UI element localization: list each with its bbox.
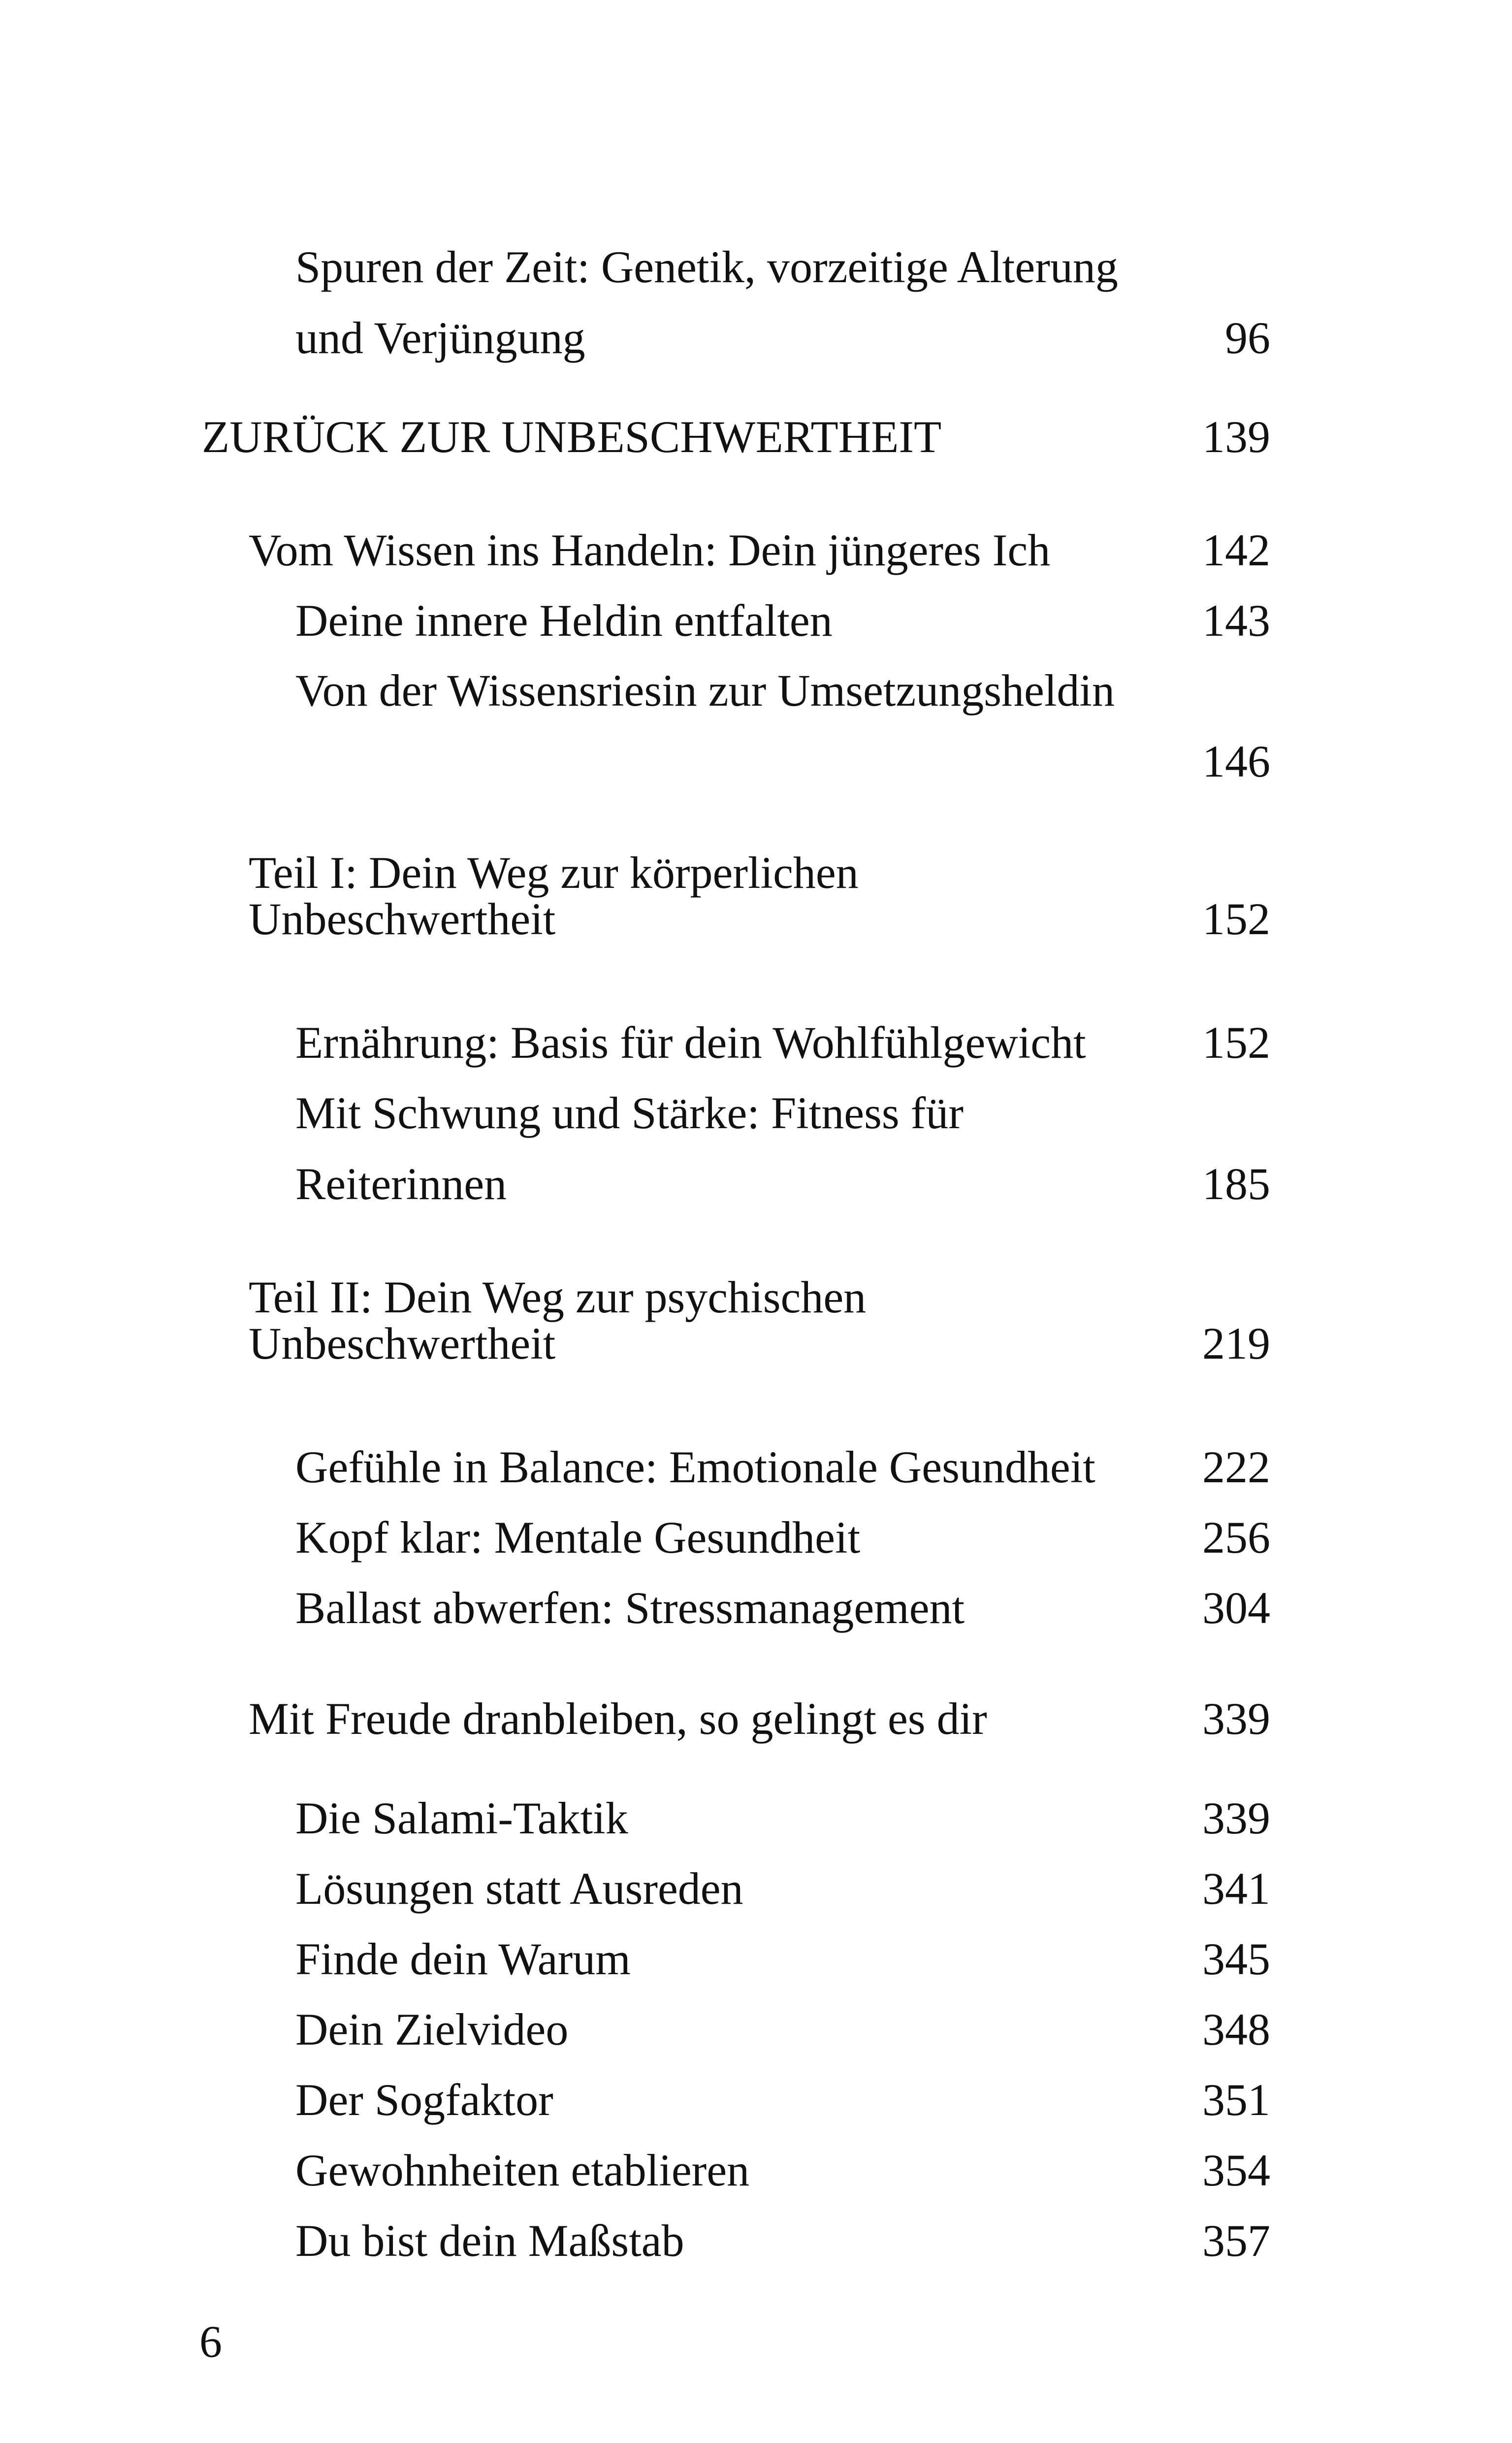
toc-entry-page: 348 [1202, 2004, 1270, 2054]
toc-entry-page: 222 [1202, 1442, 1270, 1492]
toc-entry[interactable] [295, 1007, 1270, 1078]
toc-entry-page: 339 [1202, 1793, 1270, 1843]
toc-entry-title: Gewohnheiten etablieren [295, 2145, 750, 2195]
toc-entry-title: ZURÜCK ZUR UNBESCHWERTHEIT [202, 412, 942, 462]
toc-entry-page: 146 [1202, 736, 1270, 786]
toc-entry-title: Ballast abwerfen: Stressmanagement [295, 1583, 965, 1633]
toc-entry-page: 185 [1202, 1159, 1270, 1209]
toc-entry[interactable] [295, 1572, 1270, 1643]
toc-entry[interactable] [202, 401, 1270, 472]
toc-entry-page: 341 [1202, 1863, 1270, 1914]
toc-entry-title: Mit Freude dranbleiben, so gelingt es dir [249, 1694, 987, 1744]
toc-entry-title-line2: und Verjüngung [295, 313, 585, 363]
toc-entry-page: 219 [1202, 1318, 1270, 1368]
toc-entry-title: Deine innere Heldin entfalten [295, 595, 833, 646]
toc-entry-page: 354 [1202, 2145, 1270, 2195]
toc-entry-title: Vom Wissen ins Handeln: Dein jüngeres Ich [249, 525, 1051, 575]
toc-entry[interactable] [295, 1923, 1270, 1994]
toc-entry-title: Dein Zielvideo [295, 2004, 569, 2054]
toc-entry-title: Lösungen statt Ausreden [295, 1863, 743, 1914]
toc-entry-title-line1: Mit Schwung und Stärke: Fitness für [295, 1088, 964, 1138]
toc-entry[interactable] [295, 1077, 1270, 1219]
toc-entry[interactable] [295, 2135, 1270, 2206]
toc-entry-title: Kopf klar: Mentale Gesundheit [295, 1512, 861, 1563]
toc-entry-title-line2: Unbeschwertheit [249, 1318, 556, 1368]
toc-entry[interactable] [295, 655, 1270, 786]
toc-entry-title-line1: Teil I: Dein Weg zur körperlichen [249, 847, 859, 898]
toc-entry-page: 256 [1202, 1512, 1270, 1563]
toc-entry[interactable] [295, 1432, 1270, 1502]
toc-entry-title-line1: Teil II: Dein Weg zur psychischen [249, 1272, 867, 1322]
toc-entry-page: 304 [1202, 1583, 1270, 1633]
toc-entry-title-line1: Spuren der Zeit: Genetik, vorzeitige Alterung [295, 242, 1118, 292]
toc-entry-page: 357 [1202, 2215, 1270, 2266]
toc-entry-page: 143 [1202, 595, 1270, 646]
toc-entry-page: 142 [1202, 525, 1270, 575]
toc-entry-title: Gefühle in Balance: Emotionale Gesundheit [295, 1442, 1095, 1492]
toc-entry-title-line2: Reiterinnen [295, 1159, 507, 1209]
page-number: 6 [199, 2316, 222, 2367]
toc-entry[interactable] [249, 849, 1270, 942]
toc-entry-page: 152 [1202, 894, 1270, 944]
toc-entry-page: 139 [1202, 412, 1270, 462]
toc-entry[interactable] [295, 1994, 1270, 2065]
toc-entry-page: 345 [1202, 1934, 1270, 1984]
toc-entry-title: Von der Wissensriesin zur Umsetzungsheldin [295, 665, 1115, 716]
toc-entry[interactable] [249, 515, 1270, 586]
toc-entry[interactable] [295, 2064, 1270, 2135]
toc-entry-title: Finde dein Warum [295, 1934, 631, 1984]
toc-entry-page: 152 [1202, 1017, 1270, 1068]
toc-entry-page: 96 [1225, 313, 1270, 363]
toc-entry[interactable] [295, 1502, 1270, 1573]
toc-entry[interactable] [295, 585, 1270, 656]
toc-entry-page: 351 [1202, 2075, 1270, 2125]
toc-entry-title: Die Salami-Taktik [295, 1793, 628, 1843]
toc-entry-title: Ernährung: Basis für dein Wohlfühlgewicht [295, 1017, 1086, 1068]
toc-entry[interactable] [249, 1274, 1270, 1367]
toc-entry[interactable] [295, 1783, 1270, 1854]
toc-entry-page: 339 [1202, 1694, 1270, 1744]
toc-entry[interactable] [249, 1683, 1270, 1754]
toc-entry[interactable] [295, 1853, 1270, 1924]
toc-entry[interactable] [295, 2205, 1270, 2276]
toc-entry-title: Der Sogfaktor [295, 2075, 553, 2125]
toc-entry-title: Du bist dein Maßstab [295, 2215, 684, 2266]
toc-entry-title-line2: Unbeschwertheit [249, 894, 556, 944]
toc-entry[interactable] [295, 231, 1270, 373]
